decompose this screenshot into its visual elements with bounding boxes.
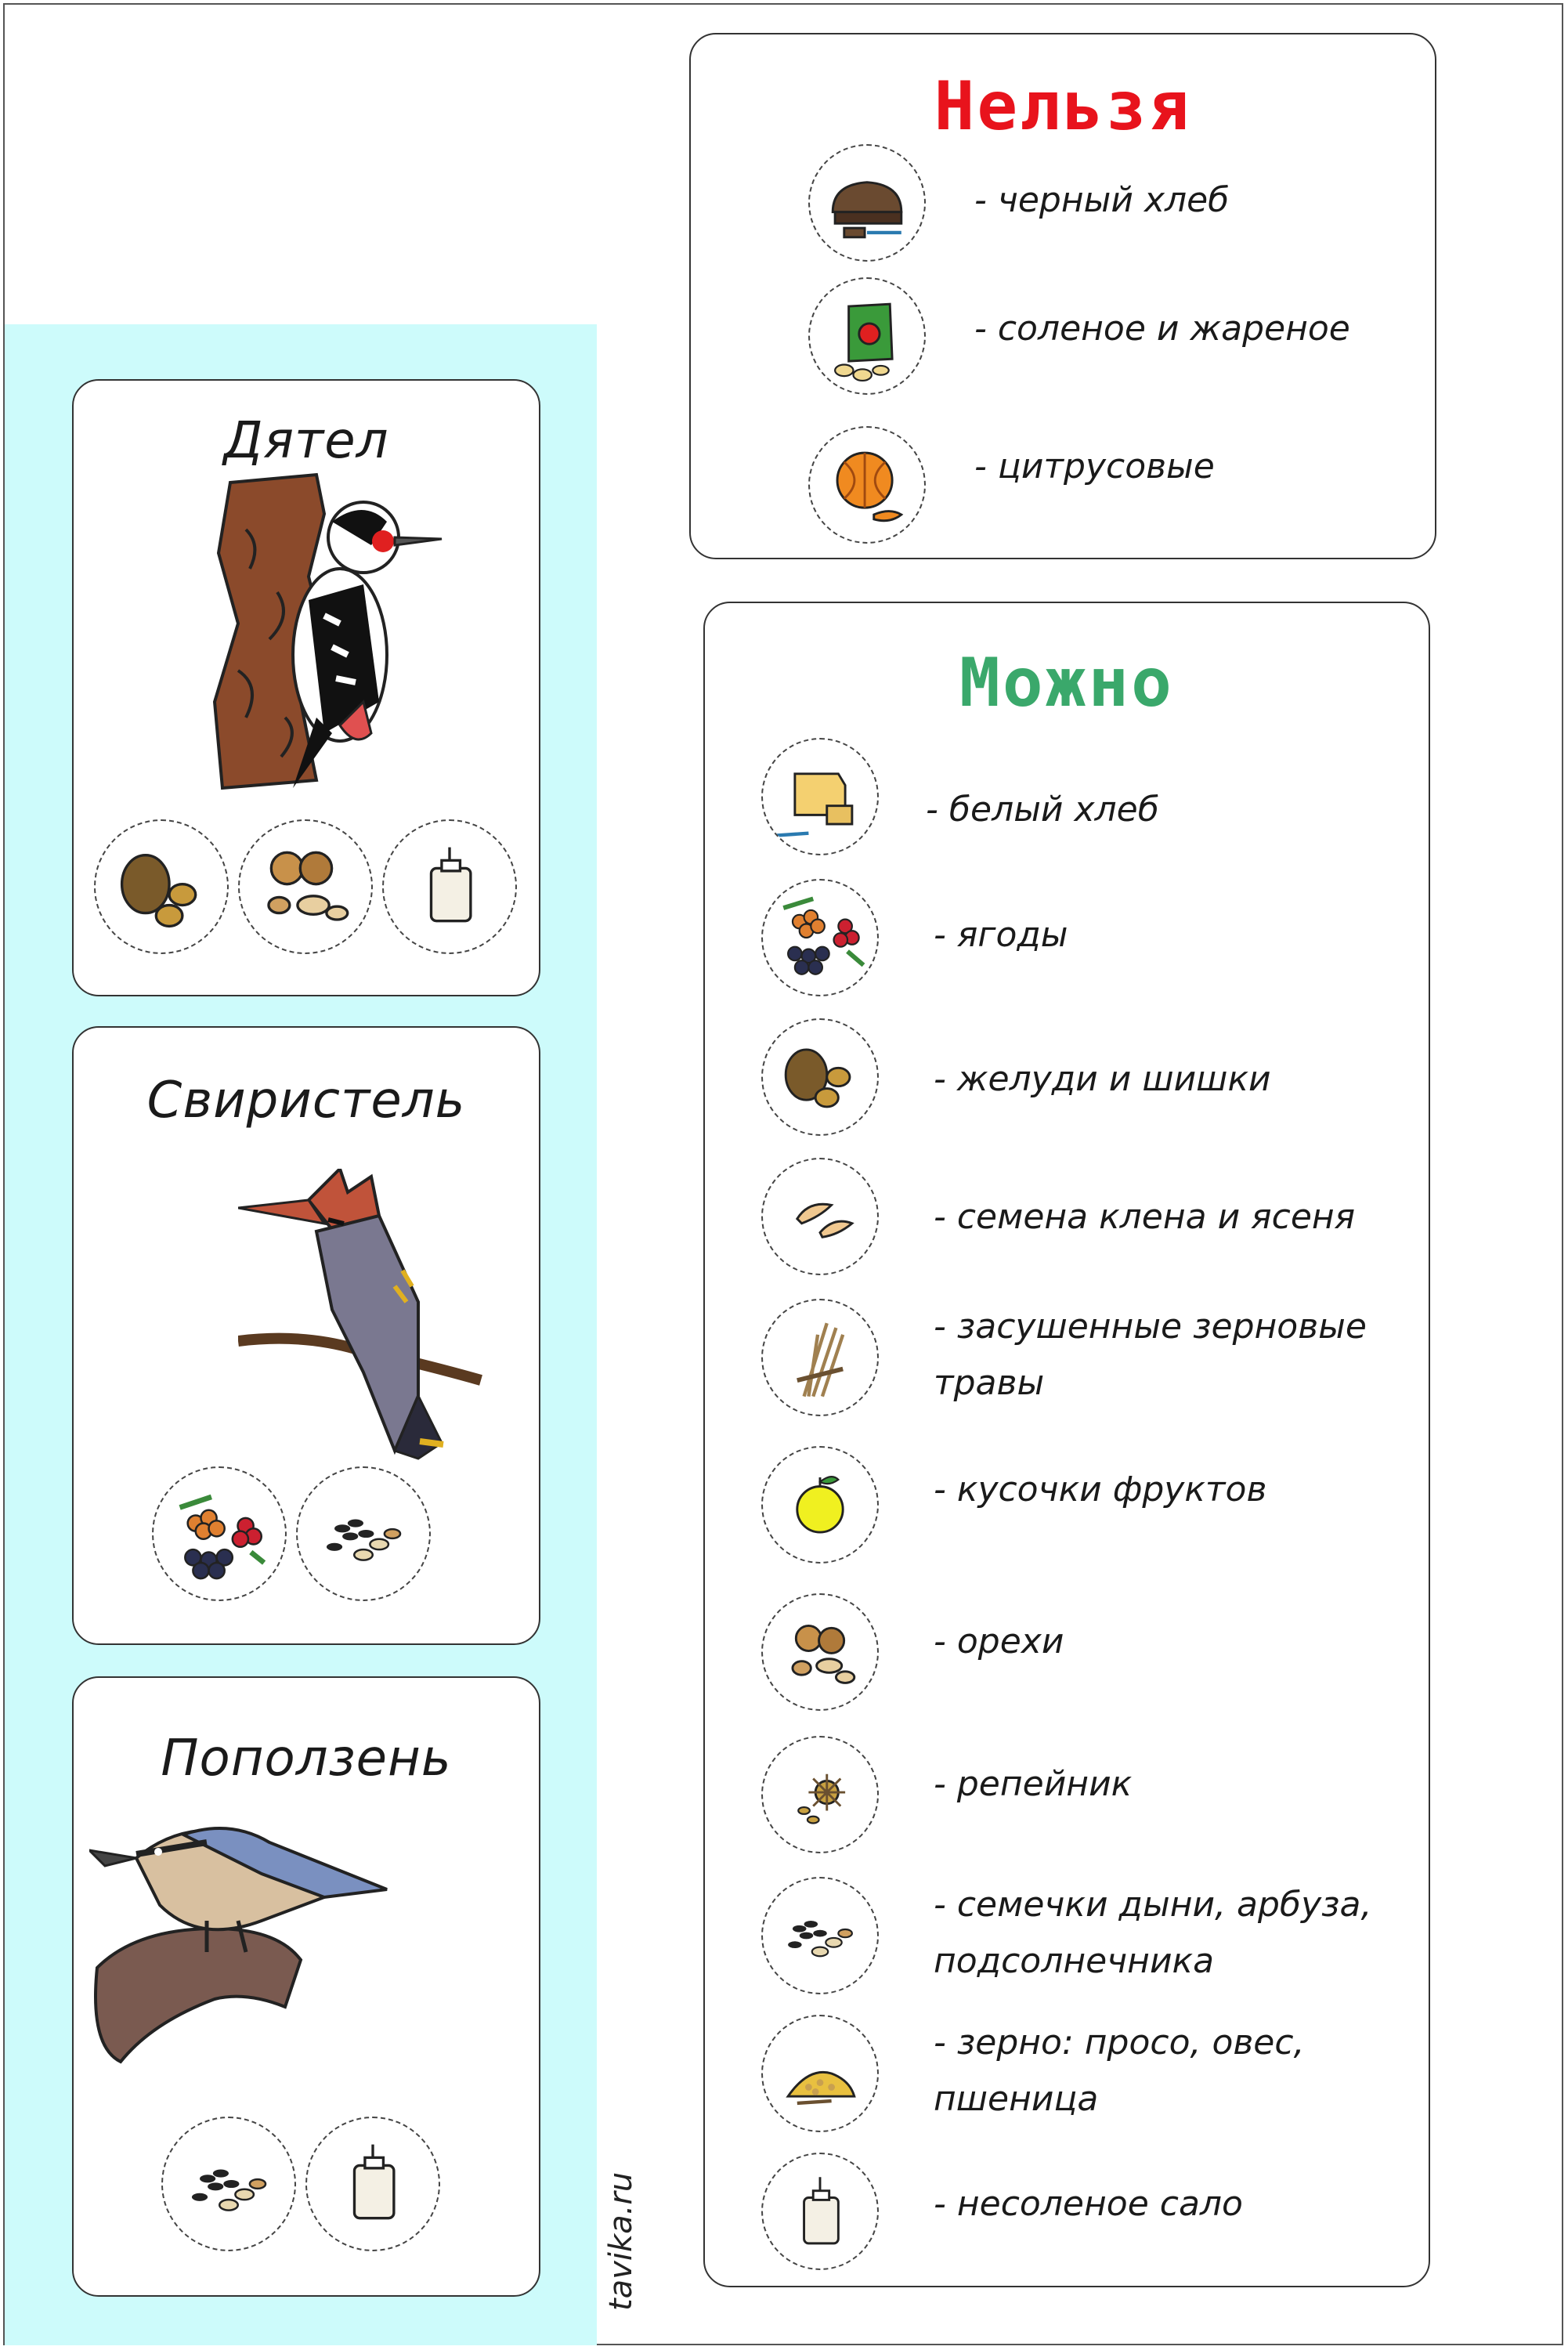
list-item-label: - ягоды <box>934 915 1068 955</box>
nuts-icon <box>761 1593 879 1711</box>
bird-name: Поползень <box>161 1730 452 1788</box>
list-item-label: - семена клена и ясеня <box>934 1197 1356 1237</box>
white-bread-icon <box>761 738 879 855</box>
watermark: tavika.ru <box>603 2171 639 2311</box>
list-item-label: - зерно: просо, овес, пшеница <box>934 2023 1305 2119</box>
cone-acorn-icon <box>94 819 229 954</box>
forbidden-title: Нельзя <box>934 67 1192 146</box>
dry-grass-icon <box>761 1299 879 1416</box>
list-item-label: - несоленое сало <box>934 2184 1243 2224</box>
list-item-label: - кусочки фруктов <box>934 1470 1267 1509</box>
bird-name: Свиристель <box>146 1072 466 1130</box>
lard-icon <box>305 2117 440 2251</box>
seeds-icon <box>296 1466 431 1601</box>
orange-icon <box>808 426 926 544</box>
list-item-label: - орехи <box>934 1622 1064 1661</box>
allowed-panel <box>703 602 1430 2287</box>
forbidden-panel <box>689 33 1436 559</box>
maple-seeds-icon <box>761 1158 879 1275</box>
grain-icon <box>761 2015 879 2132</box>
berries-icon <box>761 879 879 996</box>
nuthatch-illustration <box>89 1811 457 2070</box>
nuts-icon <box>238 819 373 954</box>
list-item-label: - цитрусовые <box>974 446 1215 486</box>
list-item-label: - репейник <box>934 1764 1133 1804</box>
list-item-label: - черный хлеб <box>974 180 1230 220</box>
seeds-icon <box>761 1877 879 1994</box>
black-bread-icon <box>808 144 926 262</box>
lard-icon <box>382 819 517 954</box>
bird-card-nuthatch <box>72 1676 540 2297</box>
bird-name: Дятел <box>223 412 389 470</box>
lard-icon <box>761 2153 879 2270</box>
woodpecker-illustration <box>207 467 497 796</box>
seeds-icon <box>161 2117 296 2251</box>
list-item-label: - соленое и жареное <box>974 309 1350 349</box>
list-item-label: - белый хлеб <box>926 790 1159 830</box>
burdock-icon <box>761 1736 879 1853</box>
apple-icon <box>761 1446 879 1564</box>
list-item-label: - семечки дыни, арбуза, подсолнечника <box>934 1885 1372 1981</box>
chips-icon <box>808 277 926 395</box>
cone-acorn-icon <box>761 1018 879 1136</box>
waxwing-illustration <box>238 1169 497 1466</box>
list-item-label: - желуди и шишки <box>934 1059 1271 1099</box>
berries-icon <box>152 1466 287 1601</box>
bird-card-waxwing <box>72 1026 540 1645</box>
allowed-title: Можно <box>959 644 1174 722</box>
bird-card-woodpecker <box>72 379 540 996</box>
list-item-label: - засушенные зерновые травы <box>934 1307 1367 1403</box>
